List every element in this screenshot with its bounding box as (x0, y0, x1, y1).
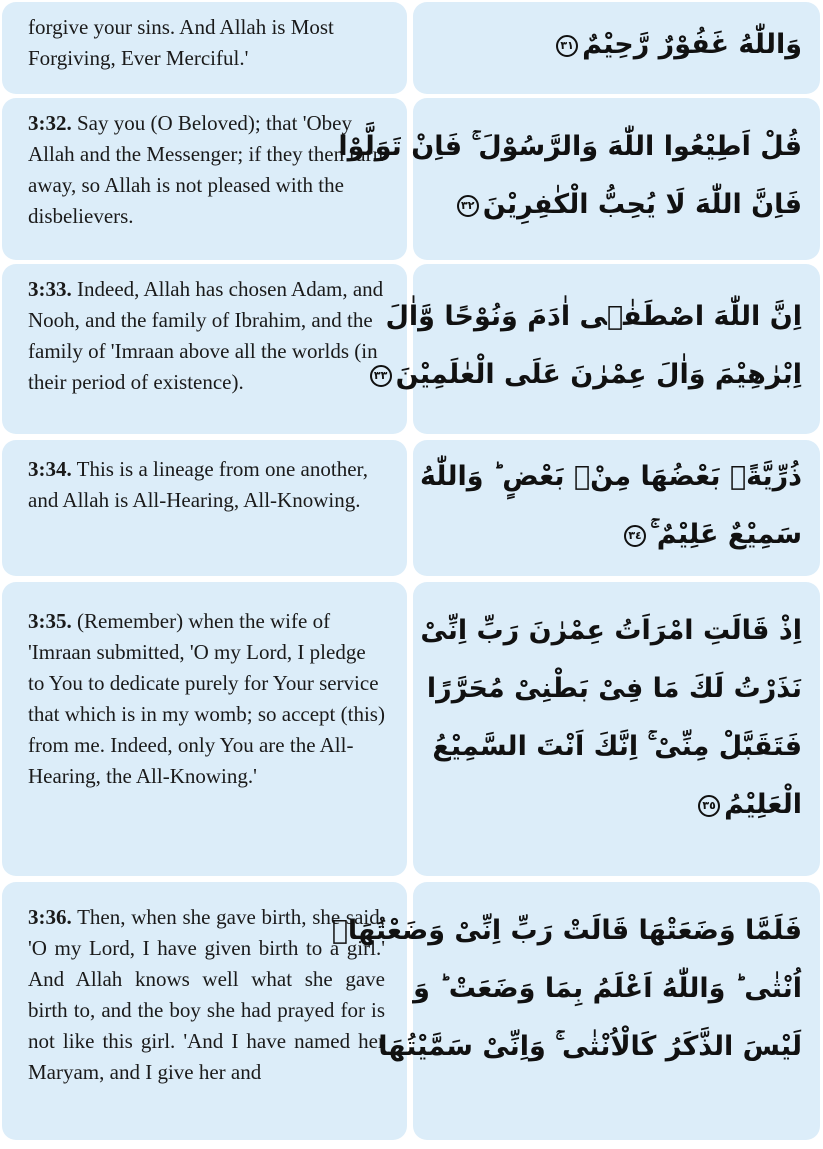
arabic-line: الْعَلِيْمُ٣٥ (431, 776, 802, 834)
arabic-line: فَتَقَبَّلْ مِنِّىْ ۚ اِنَّكَ اَنْتَ السَّمِيْعُ (432, 731, 802, 762)
arabic-line: اِنَّ اللّٰهَ اصْطَفٰۤى اٰدَمَ وَنُوْحًا وَّاٰلَ (385, 301, 802, 332)
verse-row (0, 98, 823, 260)
arabic-panel (413, 2, 820, 94)
verse-translation: This is a lineage from one another, and Allah is All-Hearing, All-Knowing. (28, 457, 368, 512)
verse-end-marker: ٣٣ (370, 365, 392, 387)
verse-end-marker: ٣١ (556, 35, 578, 57)
arabic-line: قُلْ اَطِيْعُوا اللّٰهَ وَالرَّسُوْلَ ۚ فَاِنْ تَوَلَّوْا (338, 131, 802, 162)
arabic-panel (373, 264, 820, 434)
verse-end-marker: ٣٢ (457, 195, 479, 217)
verse-end-marker: ٣٤ (624, 525, 646, 547)
english-panel (2, 440, 407, 576)
arabic-line: سَمِيْعٌ عَلِيْمٌ ۚ٣٤ (431, 506, 802, 564)
verse-ref: 3:35. (28, 609, 72, 633)
arabic-panel (331, 882, 820, 1140)
arabic-line: لَيْسَ الذَّكَرُ كَالْاُنْثٰى ۚ وَاِنِّىْ سَمَّيْتُهَا (378, 1031, 802, 1062)
verse-row (0, 582, 823, 876)
verse-ref: 3:32. (28, 111, 72, 135)
english-panel (2, 2, 407, 94)
arabic-line: اِبْرٰهِيْمَ وَاٰلَ عِمْرٰنَ عَلَى الْعٰلَمِيْنَ٣٣ (431, 346, 802, 404)
arabic-panel (338, 98, 820, 260)
verse-row (0, 2, 823, 94)
arabic-line: وَاللّٰهُ غَفُوْرٌ رَّحِيْمٌ٣١ (431, 16, 802, 74)
verse-end-marker: ٣٥ (698, 795, 720, 817)
verse-row (0, 440, 823, 576)
arabic-line: فَاِنَّ اللّٰهَ لَا يُحِبُّ الْكٰفِرِيْنَ٣٢ (431, 176, 802, 234)
english-panel (2, 582, 407, 876)
arabic-line: نَذَرْتُ لَكَ مَا فِىْ بَطْنِىْ مُحَرَّرًا (426, 673, 802, 704)
arabic-line: فَلَمَّا وَضَعَتْهَا قَالَتْ رَبِّ اِنِّىْ وَضَعْتُهَاۤ (331, 915, 802, 946)
verse-ref: 3:33. (28, 277, 72, 301)
verse-translation: Then, when she gave birth, she said, 'O my Lord, I have given birth to a girl.' And Allah knows well what she gave birth to, and the boy she had prayed for is not like this girl. 'And I have named her Maryam, and I give her and (28, 905, 385, 1084)
arabic-line: ذُرِّيَّةًۢ بَعْضُهَا مِنْۢ بَعْضٍ ؕ وَاللّٰهُ (419, 461, 802, 492)
arabic-line: اِذْ قَالَتِ امْرَاَتُ عِمْرٰنَ رَبِّ اِنِّىْ (420, 615, 802, 646)
verse-ref: 3:34. (28, 457, 72, 481)
arabic-panel (413, 582, 820, 876)
verse-translation: Indeed, Allah has chosen Adam, and Nooh, and the family of Ibrahim, and the family of 'Imraan above all the worlds (in their period of existence). (28, 277, 384, 394)
verse-ref: 3:36. (28, 905, 72, 929)
verse-translation: (Remember) when the wife of 'Imraan submitted, 'O my Lord, I pledge to You to dedicate purely for Your service that which is in my womb; so accept (this) from me. Indeed, only You are the All-Hearing, the All-Knowing.' (28, 609, 385, 788)
verse-translation: forgive your sins. And Allah is Most Forgiving, Ever Merciful.' (28, 15, 334, 70)
verse-row (0, 264, 823, 434)
verse-translation: Say you (O Beloved); that 'Obey Allah and the Messenger; if they then turn away, so Allah is not pleased with the disbelievers. (28, 111, 384, 228)
arabic-panel (413, 440, 820, 576)
verse-row (0, 882, 823, 1140)
english-panel (2, 264, 407, 434)
arabic-line: اُنْثٰى ؕ وَاللّٰهُ اَعْلَمُ بِمَا وَضَعَتْ ؕ وَ (413, 973, 802, 1004)
